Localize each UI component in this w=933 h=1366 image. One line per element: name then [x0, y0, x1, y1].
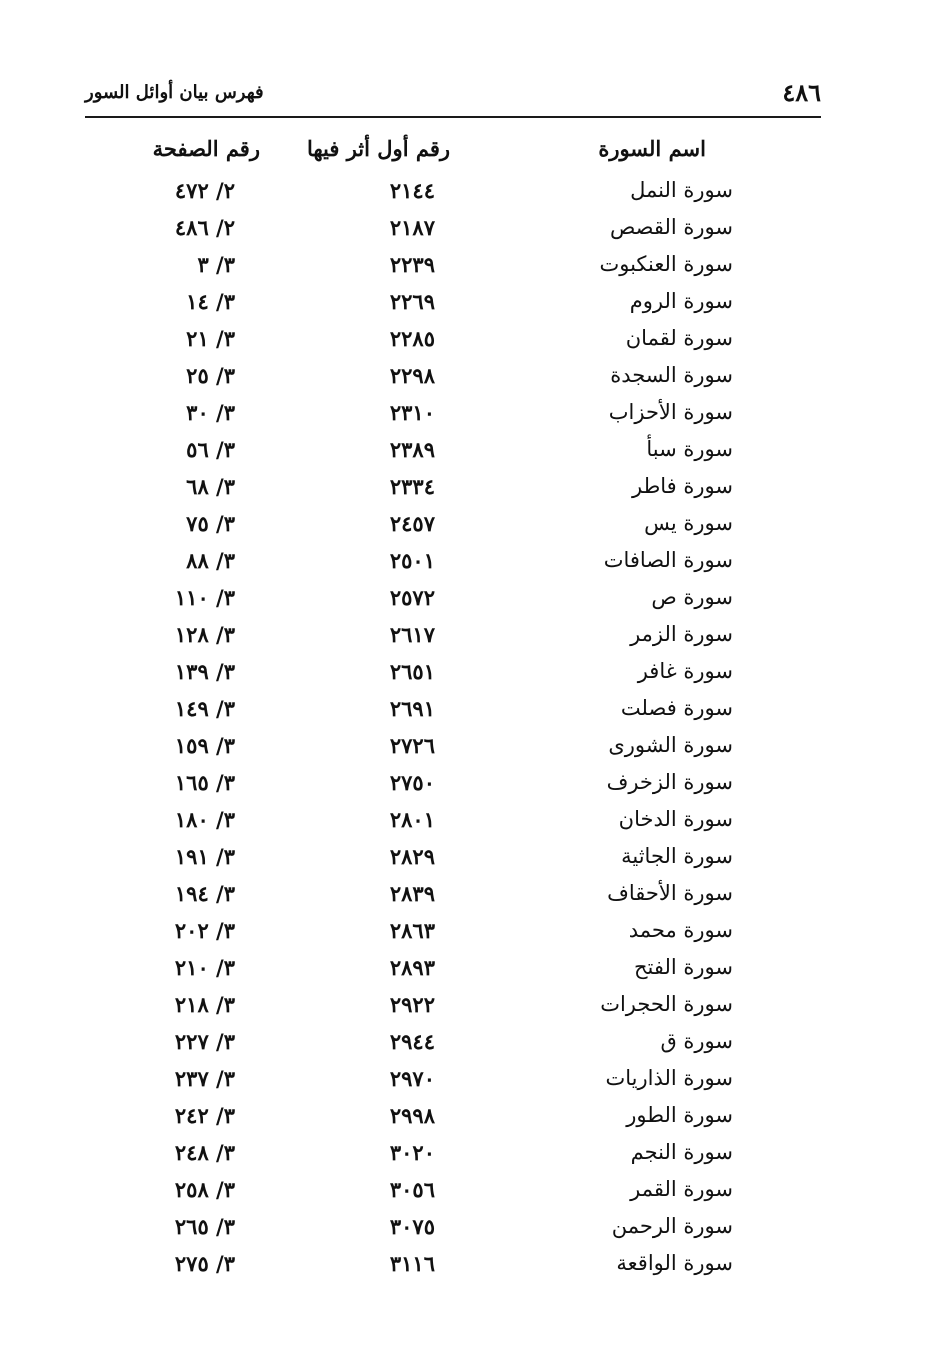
- running-title: فهرس بيان أوائل السور: [85, 82, 264, 103]
- page-ref-cell: ٣/ ٢١٨: [174, 992, 235, 1017]
- surah-name-cell: سورة محمد: [628, 918, 733, 942]
- surah-name-cell: سورة يس: [644, 511, 733, 535]
- table-row: [85, 252, 821, 289]
- page-ref-cell: ٣/ ١٢٨: [174, 622, 235, 647]
- first-athar-cell: ٣١١٦: [389, 1251, 435, 1276]
- first-athar-cell: ٢٢٦٩: [389, 289, 435, 314]
- table-row: [85, 511, 821, 548]
- page-number: ٤٨٦: [782, 78, 821, 107]
- surah-name-cell: سورة القمر: [630, 1177, 733, 1201]
- first-athar-cell: ٢٦١٧: [389, 622, 435, 647]
- first-athar-cell: ٢٩٢٢: [389, 992, 435, 1017]
- first-athar-cell: ٢٨٣٩: [389, 881, 435, 906]
- table-row: [85, 1140, 821, 1177]
- surah-name-cell: سورة الصافات: [603, 548, 733, 572]
- surah-name-cell: سورة الواقعة: [616, 1251, 733, 1275]
- page-ref-cell: ٢/ ٤٧٢: [174, 178, 235, 203]
- page-ref-cell: ٣/ ٧٥: [186, 511, 235, 536]
- table-row: [85, 992, 821, 1029]
- table-row: [85, 770, 821, 807]
- surah-name-cell: سورة ص: [651, 585, 733, 609]
- table-row: [85, 437, 821, 474]
- page-ref-cell: ٣/ ١٩١: [174, 844, 235, 869]
- first-athar-cell: ٢٢٨٥: [389, 326, 435, 351]
- first-athar-cell: ٢٢٣٩: [389, 252, 435, 277]
- first-athar-cell: ٢٩٩٨: [389, 1103, 435, 1128]
- first-athar-cell: ٣٠٢٠: [389, 1140, 435, 1165]
- surah-name-cell: سورة فصلت: [620, 696, 733, 720]
- first-athar-cell: ٢٨٩٣: [389, 955, 435, 980]
- surah-name-cell: سورة الطور: [626, 1103, 733, 1127]
- first-athar-cell: ٢٦٥١: [389, 659, 435, 684]
- surah-name-cell: سورة الروم: [629, 289, 733, 313]
- table-row: [85, 326, 821, 363]
- first-athar-cell: ٢٥٧٢: [389, 585, 435, 610]
- table-row: [85, 363, 821, 400]
- column-header-page-number: رقم الصفحة: [152, 136, 260, 161]
- column-header-row: [85, 128, 821, 178]
- page-ref-cell: ٣/ ١٦٥: [174, 770, 235, 795]
- first-athar-cell: ٢٣١٠: [389, 400, 435, 425]
- surah-name-cell: سورة سبأ: [646, 437, 733, 461]
- table-row: [85, 733, 821, 770]
- table-row: [85, 178, 821, 215]
- column-header-first-athar: رقم أول أثر فيها: [306, 136, 450, 161]
- first-athar-cell: ٢٤٥٧: [389, 511, 435, 536]
- table-row: [85, 622, 821, 659]
- page-ref-cell: ٣/ ٢٣٧: [174, 1066, 235, 1091]
- table-row: [85, 289, 821, 326]
- first-athar-cell: ٢١٤٤: [389, 178, 435, 203]
- table-row: [85, 659, 821, 696]
- first-athar-cell: ٢١٨٧: [389, 215, 435, 240]
- page-ref-cell: ٣/ ١٤: [186, 289, 235, 314]
- surah-name-cell: سورة النمل: [630, 178, 733, 202]
- surah-name-cell: سورة لقمان: [625, 326, 733, 350]
- first-athar-cell: ٢٩٧٠: [389, 1066, 435, 1091]
- table-row: [85, 1066, 821, 1103]
- page-ref-cell: ٣/ ١٥٩: [174, 733, 235, 758]
- table-row: [85, 474, 821, 511]
- first-athar-cell: ٢٣٨٩: [389, 437, 435, 462]
- surah-name-cell: سورة السجدة: [610, 363, 733, 387]
- surah-name-cell: سورة الحجرات: [600, 992, 733, 1016]
- table-row: [85, 1103, 821, 1140]
- surah-name-cell: سورة الرحمن: [611, 1214, 733, 1238]
- first-athar-cell: ٢٧٢٦: [389, 733, 435, 758]
- page-ref-cell: ٣/ ٢٤٨: [174, 1140, 235, 1165]
- page-ref-cell: ٣/ ٢٧٥: [174, 1251, 235, 1276]
- surah-name-cell: سورة الأحقاف: [607, 881, 733, 905]
- page-ref-cell: ٣/ ١٤٩: [174, 696, 235, 721]
- surah-name-cell: سورة فاطر: [631, 474, 733, 498]
- page-header: [85, 78, 821, 118]
- page-ref-cell: ٣/ ٦٨: [186, 474, 235, 499]
- table-row: [85, 696, 821, 733]
- page-ref-cell: ٢/ ٤٨٦: [174, 215, 235, 240]
- table-row: [85, 585, 821, 622]
- first-athar-cell: ٢٨٠١: [389, 807, 435, 832]
- first-athar-cell: ٢٨٢٩: [389, 844, 435, 869]
- page-ref-cell: ٣/ ١٨٠: [174, 807, 235, 832]
- page-ref-cell: ٣/ ٢٠٢: [174, 918, 235, 943]
- page-ref-cell: ٣/ ٢٢٧: [174, 1029, 235, 1054]
- surah-name-cell: سورة الشورى: [608, 733, 733, 757]
- first-athar-cell: ٢٧٥٠: [389, 770, 435, 795]
- surah-name-cell: سورة القصص: [609, 215, 733, 239]
- surah-name-cell: سورة الفتح: [633, 955, 733, 979]
- page-ref-cell: ٣/ ٢١: [186, 326, 235, 351]
- table-row: [85, 548, 821, 585]
- surah-index-table: [85, 128, 821, 1288]
- surah-name-cell: سورة الدخان: [618, 807, 733, 831]
- table-row: [85, 400, 821, 437]
- first-athar-cell: ٣٠٥٦: [389, 1177, 435, 1202]
- column-header-surah-name: اسم السورة: [598, 136, 706, 161]
- surah-name-cell: سورة الذاريات: [605, 1066, 733, 1090]
- table-row: [85, 1251, 821, 1288]
- first-athar-cell: ٢٢٩٨: [389, 363, 435, 388]
- table-row: [85, 807, 821, 844]
- table-row: [85, 1214, 821, 1251]
- page-ref-cell: ٣/ ٢١٠: [174, 955, 235, 980]
- first-athar-cell: ٢٨٦٣: [389, 918, 435, 943]
- surah-name-cell: سورة العنكبوت: [599, 252, 733, 276]
- table-row: [85, 1029, 821, 1066]
- first-athar-cell: ٢٩٤٤: [389, 1029, 435, 1054]
- table-row: [85, 1177, 821, 1214]
- surah-name-cell: سورة الزخرف: [606, 770, 733, 794]
- surah-name-cell: سورة النجم: [630, 1140, 733, 1164]
- first-athar-cell: ٢٥٠١: [389, 548, 435, 573]
- first-athar-cell: ٢٦٩١: [389, 696, 435, 721]
- page-ref-cell: ٣/ ١٩٤: [174, 881, 235, 906]
- page-ref-cell: ٣/ ٢٤٢: [174, 1103, 235, 1128]
- table-row: [85, 215, 821, 252]
- page-ref-cell: ٣/ ٣٠: [186, 400, 235, 425]
- table-row: [85, 881, 821, 918]
- table-row: [85, 955, 821, 992]
- table-body: [85, 178, 821, 1288]
- page-ref-cell: ٣/ ٨٨: [186, 548, 235, 573]
- surah-name-cell: سورة الأحزاب: [608, 400, 733, 424]
- page-ref-cell: ٣/ ٣: [197, 252, 235, 277]
- table-row: [85, 918, 821, 955]
- first-athar-cell: ٢٣٣٤: [389, 474, 435, 499]
- page-ref-cell: ٣/ ٢٥٨: [174, 1177, 235, 1202]
- page-ref-cell: ٣/ ١١٠: [174, 585, 235, 610]
- table-row: [85, 844, 821, 881]
- surah-name-cell: سورة ق: [660, 1029, 733, 1053]
- surah-name-cell: سورة الزمر: [630, 622, 733, 646]
- page-ref-cell: ٣/ ١٣٩: [174, 659, 235, 684]
- surah-name-cell: سورة غافر: [637, 659, 733, 683]
- page-ref-cell: ٣/ ٢٦٥: [174, 1214, 235, 1239]
- surah-name-cell: سورة الجاثية: [621, 844, 733, 868]
- page-ref-cell: ٣/ ٥٦: [186, 437, 235, 462]
- first-athar-cell: ٣٠٧٥: [389, 1214, 435, 1239]
- page-ref-cell: ٣/ ٢٥: [186, 363, 235, 388]
